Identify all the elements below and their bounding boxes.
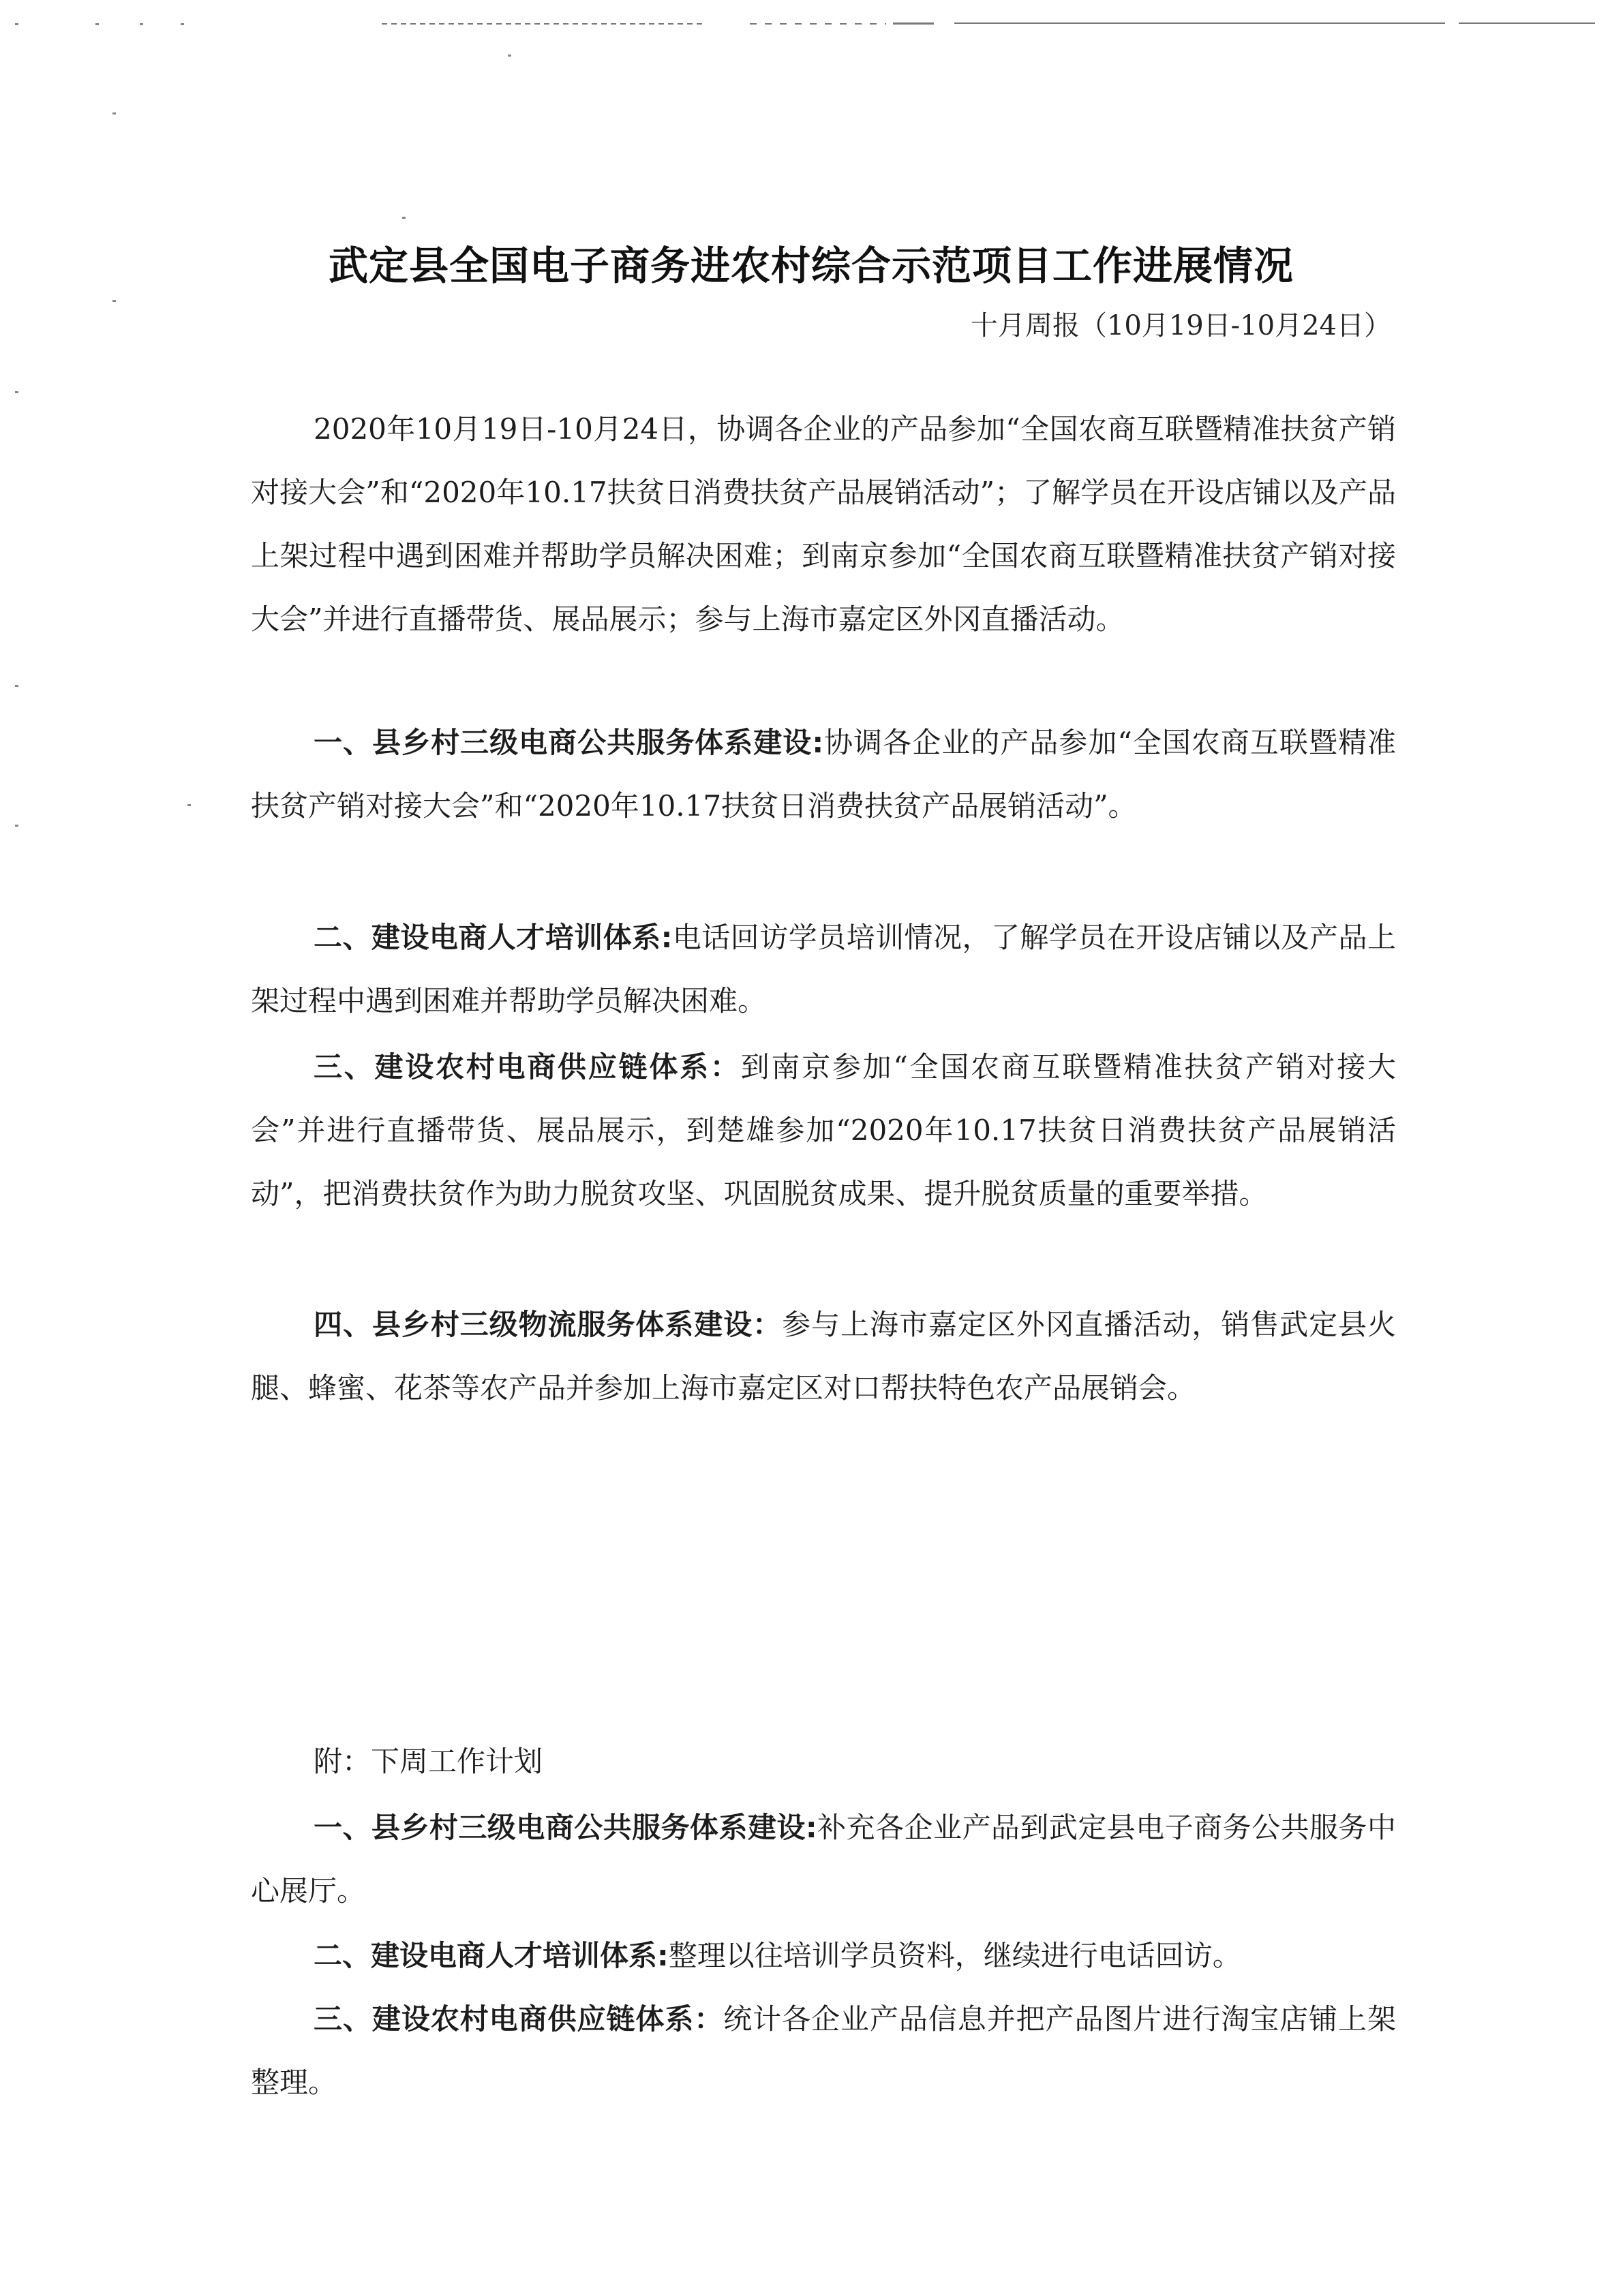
scan-artifact-dot xyxy=(15,391,18,393)
section-body: 参与上海市嘉定区外冈直播活动，销售武定县火腿、蜂蜜、花茶等农产品并参加上海市嘉定区对口帮扶特色农产品展销会。 xyxy=(251,1308,1396,1405)
section-body: 到南京参加“全国农商互联暨精准扶贫产销对接大会”并进行直播带货、展品展示，到楚雄参加“2020年10.17扶贫日消费扶贫产品展销活动”，把消费扶贫作为助力脱贫攻坚、巩固脱贫成果、提升脱贫质量的重要举措。 xyxy=(251,1050,1396,1210)
document-title: 武定县全国电子商务进农村综合示范项目工作进展情况 xyxy=(328,243,1294,289)
section-paragraph xyxy=(251,1293,1396,1420)
document-subtitle: 十月周报（10月19日-10月24日） xyxy=(970,310,1391,341)
section-paragraph xyxy=(251,906,1396,1032)
scan-artifact-dot xyxy=(181,23,184,25)
plan-item-heading: 二、建设电商人才培训体系: xyxy=(314,1939,669,1972)
intro-paragraph: 2020年10月19日-10月24日，协调各企业的产品参加“全国农商互联暨精准扶贫产销对接大会”和“2020年10.17扶贫日消费扶贫产品展销活动”；了解学员在开设店铺以及产品上架过程中遇到困难并帮助学员解决困难；到南京参加“全国农商互联暨精准扶贫产销对接大会”并进行直播带货、展品展示；参与上海市嘉定区外冈直播活动。 xyxy=(251,412,1396,636)
plan-item-body: 补充各企业产品到武定县电子商务公共服务中心展厅。 xyxy=(251,1811,1396,1908)
plan-item xyxy=(251,1924,1396,1987)
scan-artifact-dot xyxy=(187,804,191,806)
scan-artifact-dot xyxy=(15,685,18,687)
plan-heading: 附：下周工作计划 xyxy=(314,1745,543,1778)
plan-item-body: 整理以往培训学员资料，继续进行电话回访。 xyxy=(668,1939,1241,1972)
plan-item xyxy=(251,1796,1396,1923)
section-body: 电话回访学员培训情况，了解学员在开设店铺以及产品上架过程中遇到困难并帮助学员解决困难。 xyxy=(251,921,1396,1017)
scan-artifact-dot xyxy=(140,23,143,25)
section-heading: 二、建设电商人才培训体系: xyxy=(314,921,673,954)
scan-artifact-dot xyxy=(402,217,406,219)
plan-item-heading: 一、县乡村三级电商公共服务体系建设: xyxy=(314,1811,817,1844)
section-heading: 三、建设农村电商供应链体系： xyxy=(314,1050,741,1084)
scan-artifact-dot xyxy=(15,23,18,25)
scan-artifact-line xyxy=(893,22,934,25)
section-heading: 四、县乡村三级物流服务体系建设： xyxy=(314,1308,783,1341)
section-body: 协调各企业的产品参加“全国农商互联暨精准扶贫产销对接大会”和“2020年10.17扶贫日消费扶贫产品展销活动”。 xyxy=(251,726,1396,823)
plan-item-body: 统计各企业产品信息并把产品图片进行淘宝店铺上架整理。 xyxy=(251,2002,1396,2099)
scan-artifact-line xyxy=(382,23,702,25)
plan-item xyxy=(251,1987,1396,2114)
scan-artifact-dot xyxy=(112,300,116,302)
section-paragraph xyxy=(251,1035,1396,1225)
scan-artifact-dot xyxy=(95,23,99,25)
plan-item-heading: 三、建设农村电商供应链体系： xyxy=(314,2002,724,2036)
scan-artifact-line xyxy=(750,23,886,25)
section-heading: 一、县乡村三级电商公共服务体系建设: xyxy=(314,726,824,759)
scan-artifact-dot xyxy=(508,55,511,57)
scan-artifact-dot xyxy=(112,112,116,114)
section-paragraph xyxy=(251,711,1396,838)
scan-artifact-line xyxy=(954,22,1445,24)
scan-artifact-line xyxy=(1459,22,1595,24)
scan-artifact-dot xyxy=(15,825,18,827)
